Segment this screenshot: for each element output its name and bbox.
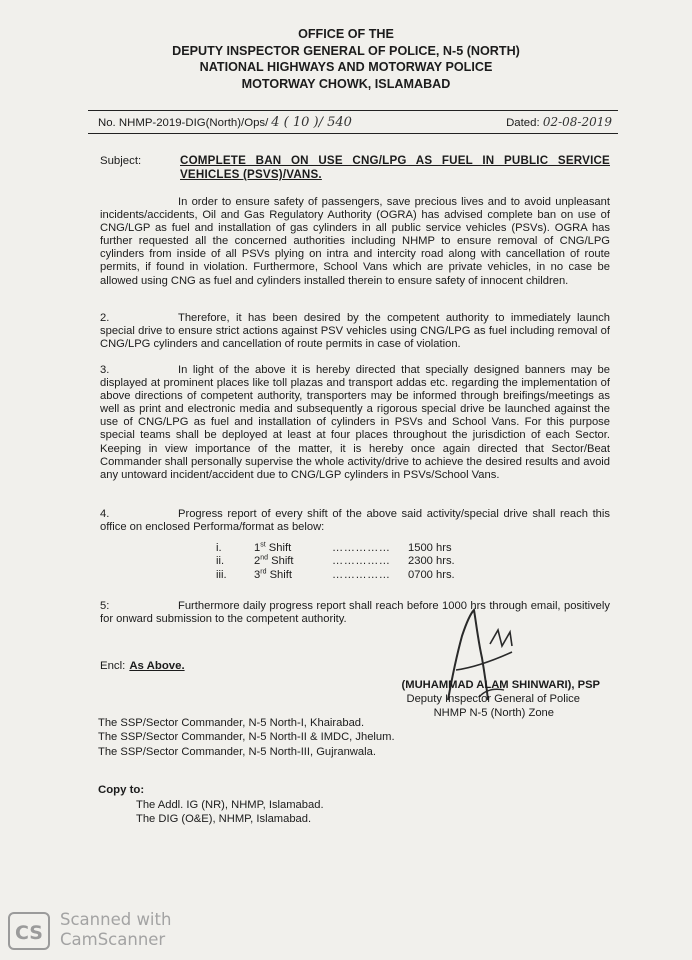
- paragraph-3: [100, 364, 610, 482]
- paragraph-number: 4.: [100, 508, 110, 520]
- reference-date: [506, 115, 612, 129]
- shift-name: 3rd Shift: [254, 567, 292, 581]
- copy-to-item: The DIG (O&E), NHMP, Islamabad.: [136, 813, 312, 826]
- paragraph-1: [100, 196, 610, 288]
- shift-index: iii.: [216, 568, 227, 581]
- shift-time: 0700 hrs.: [408, 568, 455, 581]
- letterhead-line: OFFICE OF THE: [298, 27, 394, 41]
- letterhead-line: MOTORWAY CHOWK, ISLAMABAD: [241, 76, 451, 91]
- watermark-line: Scanned with: [60, 910, 172, 929]
- watermark-text: [60, 910, 171, 950]
- shift-index: ii.: [216, 555, 225, 568]
- recipient-item: The SSP/Sector Commander, N-5 North-I, Khairabad.: [98, 717, 365, 729]
- shift-time: 2300 hrs.: [408, 555, 455, 568]
- letterhead-line: NATIONAL HIGHWAYS AND MOTORWAY POLICE: [199, 60, 493, 74]
- shift-time: 1500 hrs: [408, 542, 452, 554]
- recipient-item: The SSP/Sector Commander, N-5 North-III, Gujranwala.: [98, 745, 376, 758]
- camscanner-watermark: [8, 908, 208, 952]
- subject-text: COMPLETE BAN ON USE CNG/LPG AS FUEL IN PUBLIC SERVICE VEHICLES (PSVS)/VANS.: [180, 154, 610, 181]
- copy-to-item: The Addl. IG (NR), NHMP, Islamabad.: [136, 799, 324, 811]
- dated-label: Dated:: [506, 117, 540, 129]
- paragraph-5: [100, 600, 610, 626]
- enclosure: [100, 660, 185, 672]
- shift-row: [216, 555, 516, 568]
- copy-to-list: [136, 798, 324, 827]
- recipient-item: The SSP/Sector Commander, N-5 North-II & IMDC, Jhelum.: [98, 731, 395, 744]
- enclosure-label: Encl:: [100, 660, 126, 672]
- reference-number-handwritten: 4 ( 10 )/ 540: [271, 115, 352, 130]
- paragraph-number: 2.: [100, 312, 110, 324]
- paragraph-2: [100, 312, 610, 351]
- enclosure-value: As Above.: [129, 660, 185, 672]
- shift-leader-dots: ……………: [332, 555, 391, 568]
- copy-to-label: Copy to:: [98, 784, 145, 796]
- shift-leader-dots: ……………: [332, 568, 391, 581]
- dated-value: 02-08-2019: [542, 115, 612, 129]
- camscanner-logo-icon: CS: [8, 912, 50, 950]
- shift-row: [216, 569, 516, 582]
- shift-row: [216, 542, 516, 555]
- subject-label: Subject:: [100, 155, 142, 167]
- signatory-zone: NHMP N-5 (North) Zone: [433, 707, 554, 719]
- paragraph-text: Therefore, it has been desired by the competent authority to immediately launch special drive to ensure strict actions against PSV vehicles using CNG/LPG as fuel including removal of CNG/LPG cylinders and cancellation of route permits in case of violation.: [100, 312, 610, 351]
- shift-name: 1st Shift: [254, 541, 292, 554]
- paragraph-text: In order to ensure safety of passengers, save precious lives and to avoid unpleasant incidents/accidents, Oil and Gas Regulatory Authority (OGRA) has advised complete ban on use of CNG/LGP as fuel and installation of gas cylinders in all public service vehicles (PSVs). OGRA has further requested all the concerned authorities including NHMP to ensure removal of CNG/LPG cylinders from inside of all PSVs plying on intra and intercity road along with cancellation of route permits, if found in violation. Furthermore, School Vans which are private vehicles, in no case be allowed using CNG as fuel and cylinders installed therein to ensure safety of innocent children.: [100, 196, 610, 287]
- reference-bar: [88, 110, 618, 134]
- recipient-list: [98, 716, 395, 759]
- shift-index: i.: [216, 542, 222, 554]
- shift-list: [216, 542, 516, 582]
- shift-name: 2nd Shift: [254, 554, 294, 568]
- paragraph-text: In light of the above it is hereby directed that specially designed banners may be displayed at prominent places like toll plazas and transport addas etc. regarding the implementation of above directions of competent authority, transporters may be informed through breifings/meetings as well as print and electronic media and subsequently a rigorous special drive be launched against the use of CNG/LPG as fuel and installation of cylinders in PSVs and School Vans. For this purpose special teams shall be deployed at least at four places throughout the jurisdiction of each Sector. Keeping in view importance of the matter, it is hereby once again directed that Sector/Beat Commander shall personally supervise the whole activity/drive to achieve the desired results and avoid any untoward incident/accident due to CNG/LGP cylinders in PSVs/School Vans.: [100, 364, 610, 481]
- signatory-name: (MUHAMMAD ALAM SHINWARI), PSP: [401, 679, 600, 691]
- letterhead-line: DEPUTY INSPECTOR GENERAL OF POLICE, N-5 (NORTH): [172, 43, 520, 58]
- reference-number-label: No. NHMP-2019-DIG(North)/Ops/: [98, 117, 269, 129]
- paragraph-number: 3.: [100, 364, 110, 376]
- shift-leader-dots: ……………: [332, 542, 391, 554]
- paragraph-text: Progress report of every shift of the above said activity/special drive shall reach this office on enclosed Performa/format as below:: [100, 508, 610, 534]
- reference-number: [98, 115, 352, 130]
- signature-block: [380, 678, 600, 720]
- paragraph-4: [100, 508, 610, 534]
- paragraph-number: 5:: [100, 600, 110, 612]
- watermark-line: CamScanner: [60, 930, 166, 949]
- letterhead: [0, 26, 692, 92]
- signatory-title: Deputy Inspector General of Police: [406, 693, 580, 705]
- paragraph-text: Furthermore daily progress report shall reach before 1000 hrs through email, positively for onward submission to the competent authority.: [100, 600, 610, 626]
